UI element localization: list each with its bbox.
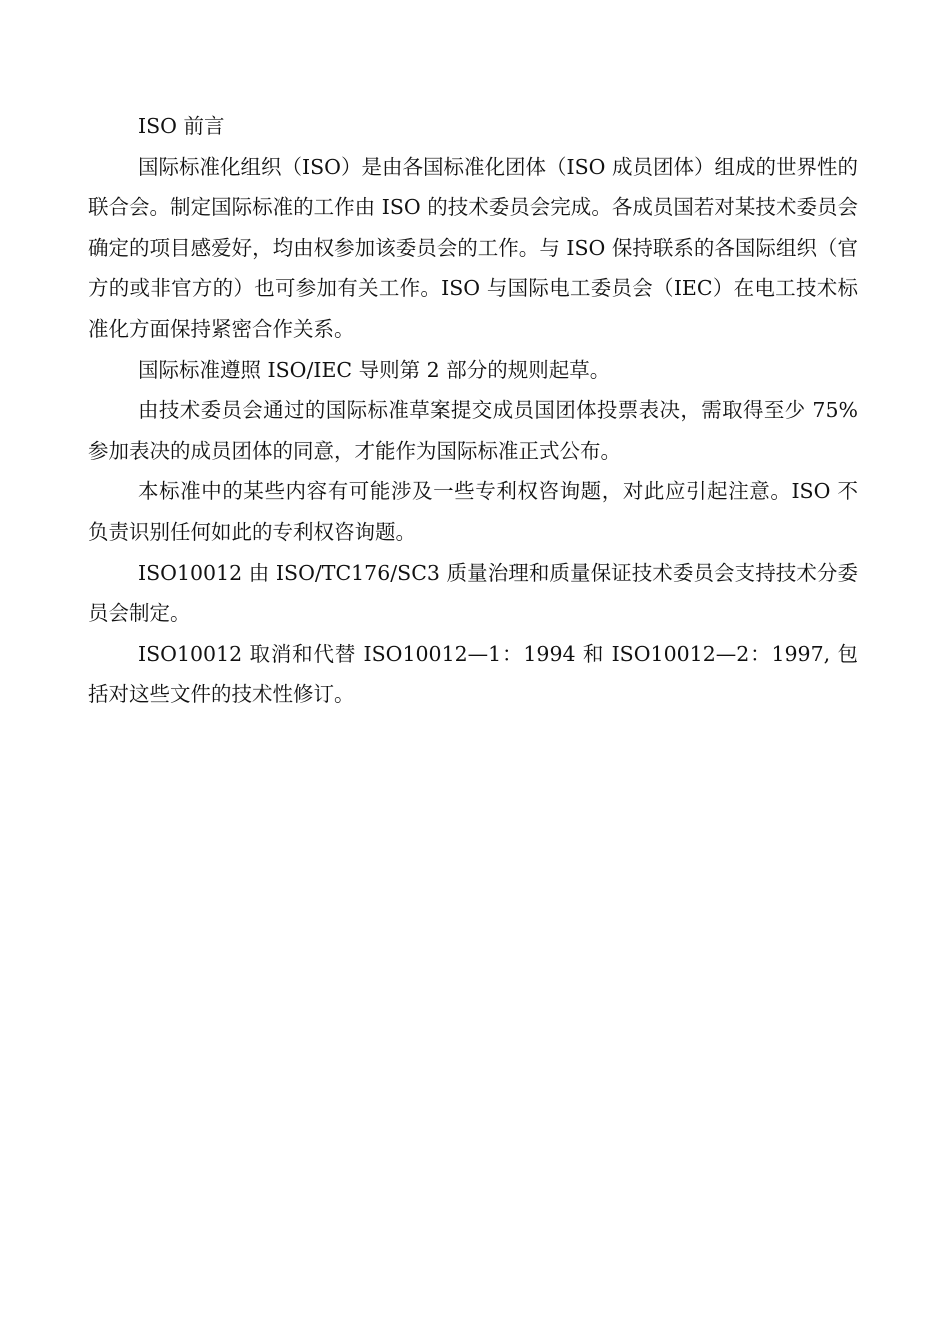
document-heading: ISO 前言	[138, 114, 225, 138]
paragraph-prepared-by: ISO10012 由 ISO/TC176/SC3 质量治理和质量保证技术委员会支持技术分委员会制定。	[88, 560, 858, 626]
paragraph-voting: 由技术委员会通过的国际标准草案提交成员国团体投票表决，需取得至少 75%参加表决的成员团体的同意，才能作为国际标准正式公布。	[88, 398, 858, 463]
paragraph-iso-description: 国际标准化组织（ISO）是由各国标准化团体（ISO 成员团体）组成的世界性的联合会。制定国际标准的工作由 ISO 的技术委员会完成。各成员国若对某技术委员会确定的项目感爱好，均由权参加该委员会的工作。与 ISO 保持联系的各国际组织（官方的或非官方的）也可参加有关工作。ISO 与国际电工委员会（IEC）在电工技术标准化方面保持紧密合作关系。	[88, 154, 858, 341]
paragraph-supersedes: ISO10012 取消和代替 ISO10012—1：1994 和 ISO10012—2：1997, 包括对这些文件的技术性修订。	[88, 641, 858, 707]
paragraph-patent-notice: 本标准中的某些内容有可能涉及一些专利权咨询题，对此应引起注意。ISO 不负责识别任何如此的专利权咨询题。	[88, 479, 858, 544]
document-body	[88, 106, 858, 715]
paragraph-drafting-rules: 国际标准遵照 ISO/IEC 导则第 2 部分的规则起草。	[138, 357, 611, 382]
